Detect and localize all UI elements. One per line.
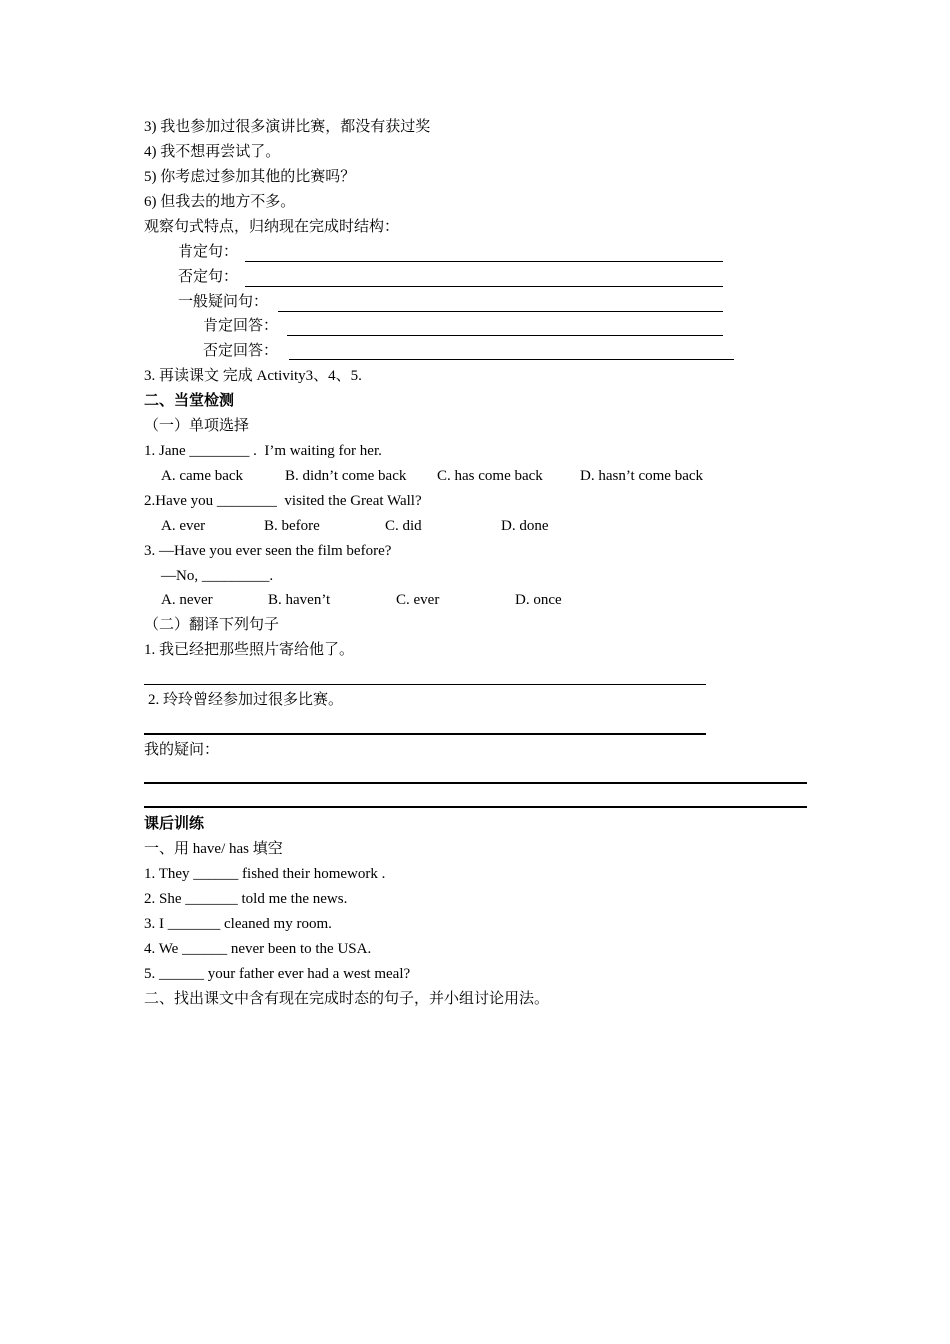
fill-item-4: 4. We ______ never been to the USA.: [144, 941, 372, 957]
translate-1: 1. 我已经把那些照片寄给他了。: [144, 642, 355, 658]
learning-item-4: 4) 我不想再尝试了。: [144, 144, 281, 160]
q3-option-b[interactable]: B. haven’t: [268, 592, 331, 608]
q1-option-c[interactable]: C. has come back: [437, 468, 543, 484]
question-blank[interactable]: [278, 311, 723, 312]
q2-option-b[interactable]: B. before: [264, 518, 320, 534]
q1-option-b[interactable]: B. didn’t come back: [285, 468, 407, 484]
question-1: 1. Jane ________ . I’m waiting for her.: [144, 443, 382, 459]
learning-item-6: 6) 但我去的地方不多。: [144, 194, 296, 210]
translate-2: 2. 玲玲曾经参加过很多比赛。: [148, 692, 344, 708]
q2-option-d[interactable]: D. done: [501, 518, 549, 534]
q3-option-d[interactable]: D. once: [515, 592, 562, 608]
question-3: 3. —Have you ever seen the film before?: [144, 543, 392, 559]
q1-option-d[interactable]: D. hasn’t come back: [580, 468, 704, 484]
yes-answer-blank[interactable]: [287, 335, 723, 336]
q3-option-c[interactable]: C. ever: [396, 592, 440, 608]
negative-blank[interactable]: [245, 286, 723, 287]
no-answer-label: 否定回答：: [203, 343, 279, 359]
my-questions-line-1[interactable]: [144, 782, 807, 784]
check-heading: 二、当堂检测: [144, 393, 235, 409]
translate-2-answer-line[interactable]: [144, 733, 706, 735]
fill-item-2: 2. She _______ told me the news.: [144, 891, 348, 907]
fill-item-3: 3. I _______ cleaned my room.: [144, 916, 332, 932]
q3-option-a[interactable]: A. never: [161, 592, 213, 608]
learning-item-5: 5) 你考虑过参加其他的比赛吗？: [144, 169, 356, 185]
fill-in-title: 一、用 have/ has 填空: [144, 841, 283, 857]
affirmative-blank[interactable]: [245, 261, 723, 262]
observe-instruction: 观察句式特点，归纳现在完成时结构：: [144, 219, 400, 235]
question-2: 2.Have you ________ visited the Great Wall?: [144, 493, 422, 509]
yes-answer-label: 肯定回答：: [203, 318, 279, 334]
q1-option-a[interactable]: A. came back: [161, 468, 244, 484]
question-3-reply: —No, _________.: [161, 568, 274, 584]
discussion-task: 二、找出课文中含有现在完成时态的句子，并小组讨论用法。: [144, 991, 550, 1007]
q2-option-a[interactable]: A. ever: [161, 518, 206, 534]
part1-title: （一）单项选择: [144, 418, 250, 434]
affirmative-label: 肯定句：: [178, 244, 239, 260]
after-class-heading: 课后训练: [144, 816, 205, 832]
no-answer-blank[interactable]: [289, 359, 734, 360]
question-label: 一般疑问句：: [178, 294, 269, 310]
fill-item-5: 5. ______ your father ever had a west meal?: [144, 966, 411, 982]
q2-option-c[interactable]: C. did: [385, 518, 422, 534]
learning-item-3: 3) 我也参加过很多演讲比赛，都没有获过奖: [144, 119, 431, 135]
reread-instruction: 3. 再读课文 完成 Activity3、4、5.: [144, 368, 362, 384]
negative-label: 否定句：: [178, 269, 239, 285]
fill-item-1: 1. They ______ fished their homework .: [144, 866, 386, 882]
translate-1-answer-line[interactable]: [144, 684, 706, 685]
my-questions-label: 我的疑问：: [144, 742, 220, 758]
my-questions-line-2[interactable]: [144, 806, 807, 808]
part2-title: （二）翻译下列句子: [144, 617, 280, 633]
